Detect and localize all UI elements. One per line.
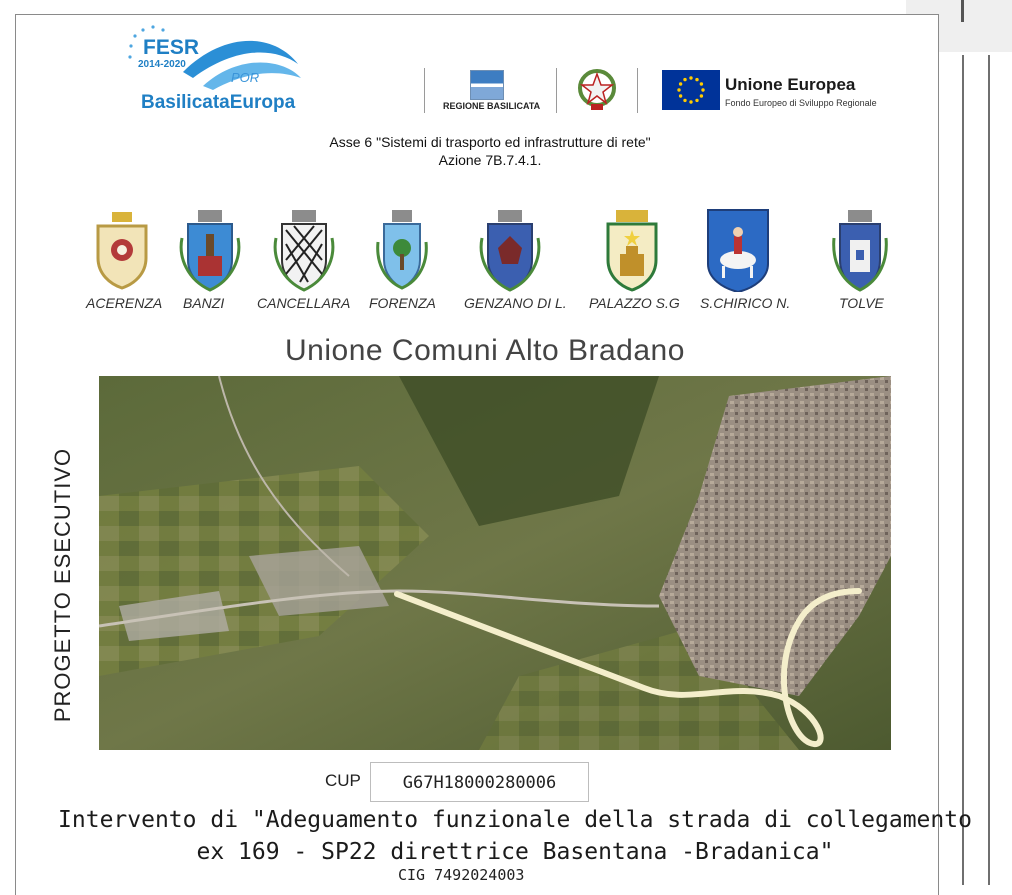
forenza-crest-icon [370, 208, 434, 292]
program-action-line: Azione 7B.7.4.1. [438, 152, 542, 168]
header-separator [637, 68, 638, 113]
cup-label: CUP [325, 771, 361, 790]
town-banzi: BANZI [183, 295, 225, 311]
fesr-period: 2014-2020 [138, 59, 186, 70]
eu-subtitle: Fondo Europeo di Sviluppo Regionale [725, 98, 877, 108]
town-genzano: GENZANO DI L. [464, 295, 567, 311]
regione-basilicata-emblem [470, 70, 504, 100]
town-forenza: FORENZA [369, 295, 436, 311]
header-separator [424, 68, 425, 113]
town-san-chirico: S.CHIRICO N. [700, 295, 791, 311]
fesr-text: FESR [143, 36, 200, 59]
page-rail-left [962, 55, 964, 885]
town-acerenza: ACERENZA [86, 295, 163, 311]
cursor-mark [961, 0, 964, 22]
town-palazzo: PALAZZO S.G [589, 295, 680, 311]
por-text: POR [231, 70, 260, 85]
cig-code: CIG 7492024003 [398, 866, 525, 884]
town-tolve: TOLVE [839, 295, 884, 311]
aerial-map-image [99, 376, 891, 750]
header-separator [556, 68, 557, 113]
italian-republic-emblem [577, 66, 617, 112]
san-chirico-crest-icon [706, 208, 770, 292]
union-title: Unione Comuni Alto Bradano [285, 334, 685, 367]
palazzo-crest-icon [600, 208, 664, 292]
page-rail-right [988, 55, 990, 885]
basilicata-europa-text: BasilicataEuropa [141, 92, 296, 113]
genzano-crest-icon [478, 208, 542, 292]
banzi-crest-icon [178, 208, 242, 292]
acerenza-crest-icon [90, 208, 154, 292]
eu-flag-icon [662, 70, 720, 110]
project-title-line: ex 169 - SP22 direttrice Basentana -Bradanica" [196, 839, 834, 865]
cancellara-crest-icon [272, 208, 336, 292]
regione-basilicata-label: REGIONE BASILICATA [443, 101, 541, 111]
fesr-logo [123, 24, 303, 118]
town-cancellara: CANCELLARA [257, 295, 351, 311]
cup-code: G67H18000280006 [370, 762, 589, 802]
eu-title: Unione Europea [725, 75, 856, 94]
program-axis-text [240, 133, 740, 169]
eu-stars-graphic [662, 70, 720, 110]
project-title [40, 804, 990, 868]
side-label-progetto: PROGETTO ESECUTIVO [50, 447, 75, 723]
program-axis-line: Asse 6 "Sistemi di trasporto ed infrastrutture di rete" [329, 134, 651, 150]
tolve-crest-icon [828, 208, 892, 292]
project-title-line: Intervento di "Adeguamento funzionale della strada di collegamento [58, 807, 972, 833]
